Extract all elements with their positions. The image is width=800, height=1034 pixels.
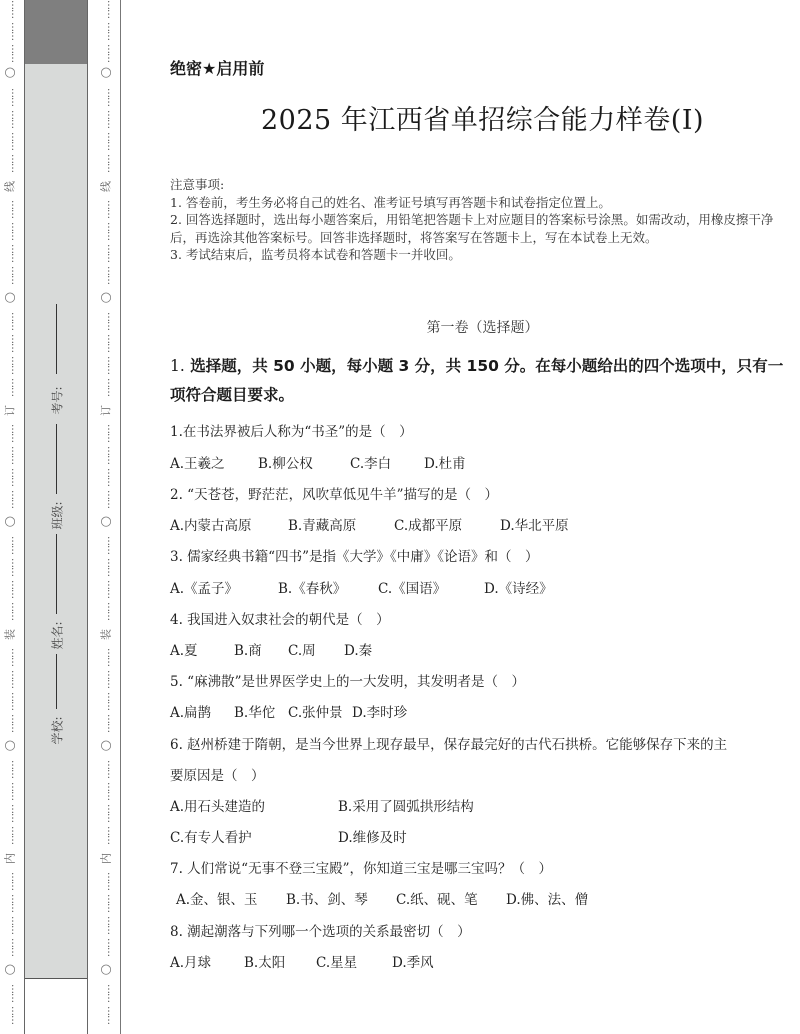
circle-mark: ○ xyxy=(100,290,112,305)
option-1c[interactable]: C.李白 xyxy=(350,456,392,472)
option-5a[interactable]: A.扁鹊 xyxy=(170,705,212,721)
question-7: 7. 人们常说“无事不登三宝殿”，你知道三宝是哪三宝吗？（ ） xyxy=(170,861,552,877)
option-2b[interactable]: B.青藏高原 xyxy=(288,518,357,534)
circle-mark: ○ xyxy=(4,514,16,529)
instruction-number: 1. xyxy=(170,357,185,375)
option-5d[interactable]: D.李时珍 xyxy=(352,705,408,721)
exam-title: 2025 年江西省单招综合能力样卷(Ⅰ) xyxy=(260,105,705,136)
note-item: 1. 答卷前，考生务必将自己的姓名、准考证号填写再答题卡和试卷指定位置上。 xyxy=(170,194,611,210)
question-8: 8. 潮起潮落与下列哪一个选项的关系最密切（ ） xyxy=(170,924,471,940)
option-5b[interactable]: B.华佗 xyxy=(234,705,276,721)
class-label: 班级: xyxy=(50,501,65,530)
option-3d[interactable]: D.《诗经》 xyxy=(484,581,553,597)
option-8c[interactable]: C.星星 xyxy=(316,955,358,971)
section-title: 第一卷（选择题） xyxy=(426,320,539,336)
class-blank[interactable] xyxy=(56,424,57,494)
mark-ding: 订 xyxy=(3,405,17,416)
mark-zhuang: 装 xyxy=(3,629,17,640)
question-6: 6. 赵州桥建于隋朝，是当今世界上现存最早，保存最完好的古代石拱桥。它能够保存下来的主 xyxy=(170,737,728,753)
mark-xian: 线 xyxy=(99,181,113,192)
option-1d[interactable]: D.杜甫 xyxy=(424,456,466,472)
option-8b[interactable]: B.太阳 xyxy=(244,955,286,971)
circle-mark: ○ xyxy=(100,65,112,80)
exam-no-blank[interactable] xyxy=(56,304,57,374)
notes-heading: 注意事项: xyxy=(170,177,225,192)
circle-mark: ○ xyxy=(4,738,16,753)
exam-notes xyxy=(170,176,795,264)
mark-ding: 订 xyxy=(99,405,113,416)
instruction-text: 选择题，共 50 小题，每小题 3 分，共 150 分。在每小题给出的四个选项中，只有一项符合题目要求。 xyxy=(170,357,784,404)
strip-header-block xyxy=(25,0,87,65)
cut-line-right: …… …… …… ○ …… …… …… …… 线 …… …… …… …… ○ …… …… …… …… 订 …… …… …… …… ○ …… …… …… …… 装 …… …… …… …… ○ …… …… …… …… 内 …… …… …… …… ○ …… …… xyxy=(96,0,116,1034)
exam-no-label: 考号: xyxy=(50,386,65,415)
question-6-cont: 要原因是（ ） xyxy=(170,768,265,784)
question-4: 4. 我国进入奴隶社会的朝代是（ ） xyxy=(170,612,390,628)
option-3a[interactable]: A.《孟子》 xyxy=(170,581,239,597)
option-6d[interactable]: D.维修及时 xyxy=(338,830,407,846)
circle-mark: ○ xyxy=(100,962,112,977)
option-4a[interactable]: A.夏 xyxy=(170,643,198,659)
note-item: 3. 考试结束后，监考员将本试卷和答题卡一并收回。 xyxy=(170,247,461,262)
note-item: 2. 回答选择题时，选出每小题答案后，用铅笔把答题卡上对应题目的答案标号涂黑。如需改动，用橡皮擦干净后，再选涂其他答案标号。回答非选择题时，将答案写在答题卡上，写在本试卷上无效。 xyxy=(170,212,774,245)
mark-xian: 线 xyxy=(3,181,17,192)
option-7d[interactable]: D.佛、法、僧 xyxy=(506,892,589,908)
student-info-strip xyxy=(24,0,88,1034)
name-blank[interactable] xyxy=(56,534,57,614)
option-7a[interactable]: A.金、银、玉 xyxy=(176,892,258,908)
option-3c[interactable]: C.《国语》 xyxy=(378,581,447,597)
option-4d[interactable]: D.秦 xyxy=(344,643,373,659)
option-6c[interactable]: C.有专人看护 xyxy=(170,830,252,846)
circle-mark: ○ xyxy=(4,290,16,305)
option-8a[interactable]: A.月球 xyxy=(170,955,212,971)
option-7b[interactable]: B.书、剑、琴 xyxy=(286,892,368,908)
question-1: 1.在书法界被后人称为“书圣”的是（ ） xyxy=(170,424,413,440)
option-4c[interactable]: C.周 xyxy=(288,643,316,659)
option-1b[interactable]: B.柳公权 xyxy=(258,456,313,472)
option-2c[interactable]: C.成都平原 xyxy=(394,518,463,534)
option-2d[interactable]: D.华北平原 xyxy=(500,518,569,534)
option-4b[interactable]: B.商 xyxy=(234,643,262,659)
school-label: 学校: xyxy=(50,716,65,745)
strip-info-panel xyxy=(25,64,87,979)
mark-nei: 内 xyxy=(3,853,17,864)
option-3b[interactable]: B.《春秋》 xyxy=(278,581,347,597)
question-5: 5. “麻沸散”是世界医学史上的一大发明，其发明者是（ ） xyxy=(170,674,525,690)
circle-mark: ○ xyxy=(4,962,16,977)
option-6a[interactable]: A.用石头建造的 xyxy=(170,799,266,815)
question-3: 3. 儒家经典书籍“四书”是指《大学》《中庸》《论语》和（ ） xyxy=(170,549,539,565)
option-2a[interactable]: A.内蒙古高原 xyxy=(170,518,252,534)
option-7c[interactable]: C.纸、砚、笔 xyxy=(396,892,478,908)
confidential-label: 绝密★启用前 xyxy=(170,59,265,78)
section-instruction xyxy=(170,352,795,410)
circle-mark: ○ xyxy=(100,514,112,529)
margin-rule xyxy=(120,0,121,1034)
question-2: 2. “天苍苍，野茫茫，风吹草低见牛羊”描写的是（ ） xyxy=(170,487,498,503)
option-6b[interactable]: B.采用了圆弧拱形结构 xyxy=(338,799,474,815)
option-8d[interactable]: D.季风 xyxy=(392,955,434,971)
school-blank[interactable] xyxy=(56,654,57,709)
option-5c[interactable]: C.张仲景 xyxy=(288,705,343,721)
cut-line-left: …… …… …… ○ …… …… …… …… 线 …… …… …… …… ○ …… …… …… …… 订 …… …… …… …… ○ …… …… …… …… 装 …… …… …… …… ○ …… …… …… …… 内 …… …… …… …… ○ …… …… xyxy=(0,0,20,1034)
circle-mark: ○ xyxy=(4,65,16,80)
name-label: 姓名: xyxy=(50,621,65,650)
circle-mark: ○ xyxy=(100,738,112,753)
mark-zhuang: 装 xyxy=(99,629,113,640)
option-1a[interactable]: A.王羲之 xyxy=(170,456,225,472)
mark-nei: 内 xyxy=(99,853,113,864)
